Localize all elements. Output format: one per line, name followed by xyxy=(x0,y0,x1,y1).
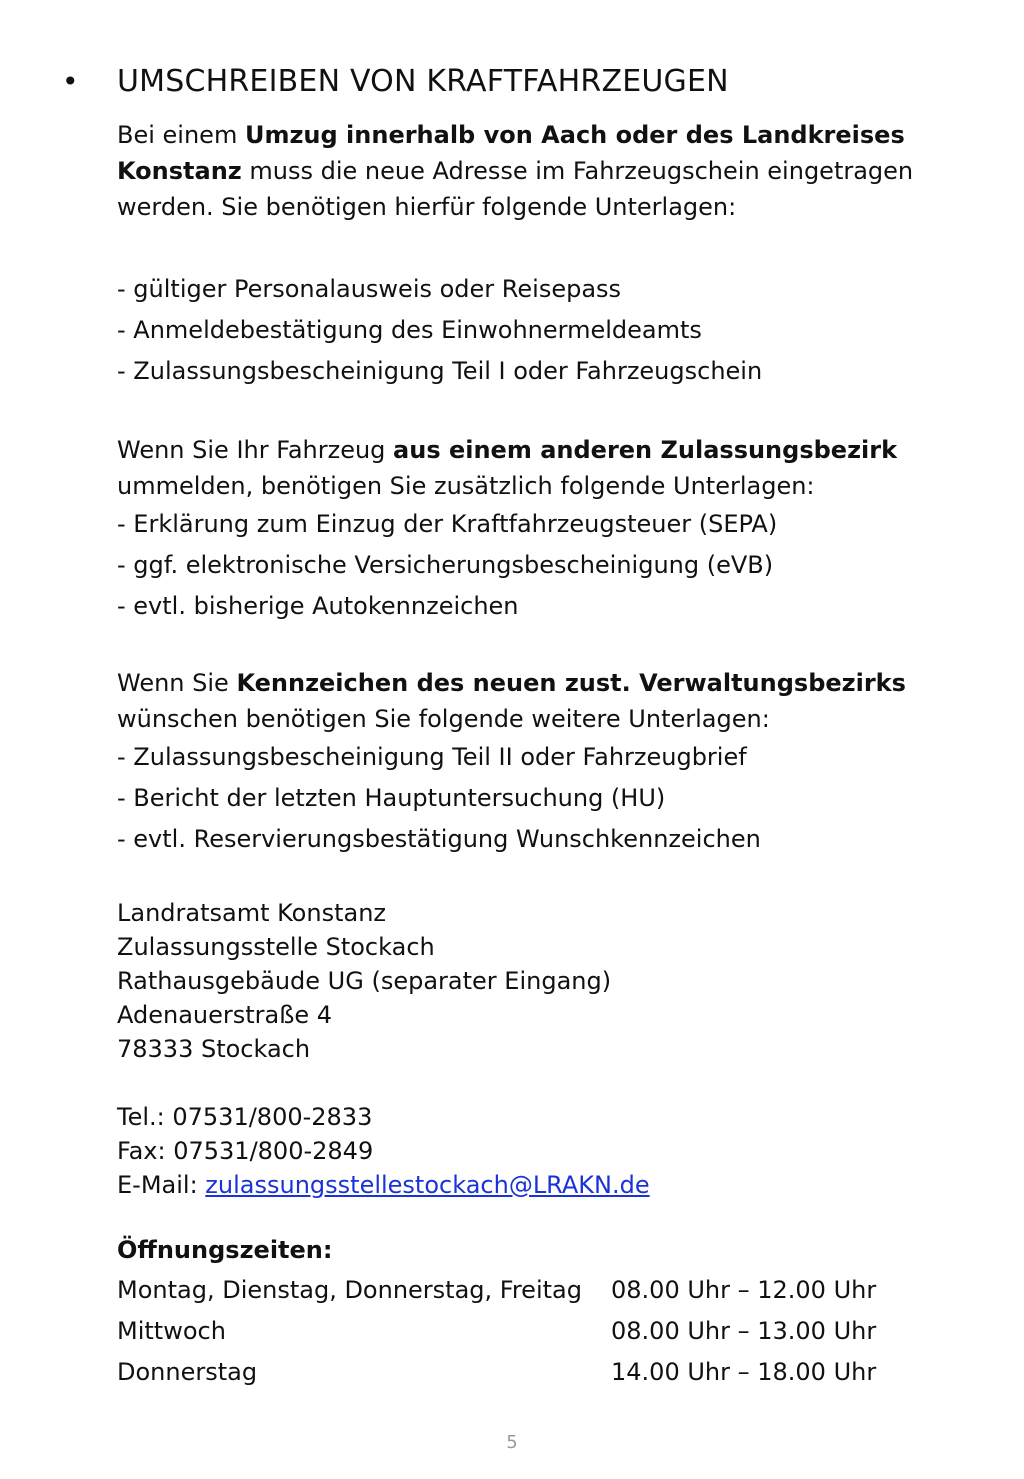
new-plates-bold: Kennzeichen des neuen zust. Verwaltungsbezirks xyxy=(236,669,906,697)
opening-hours-title: Öffnungszeiten: xyxy=(117,1236,333,1264)
other-district-document-list xyxy=(117,504,997,627)
section-bullet: • xyxy=(62,65,79,98)
list-item: - Bericht der letzten Hauptuntersuchung (HU) xyxy=(117,784,666,812)
new-plates-text-1: Wenn Sie xyxy=(117,669,237,697)
intro-text-1: Bei einem xyxy=(117,121,245,149)
table-row xyxy=(117,1352,876,1393)
intro-bold: Umzug innerhalb von Aach oder des Landkreises Konstanz xyxy=(117,121,905,185)
page-number: 5 xyxy=(506,1432,518,1453)
contact-email-row xyxy=(117,1168,997,1202)
list-item: - Zulassungsbescheinigung Teil II oder Fahrzeugbrief xyxy=(117,743,747,771)
new-plates-paragraph xyxy=(117,665,997,737)
table-row xyxy=(117,1270,876,1311)
intro-text-2: muss die neue Adresse im Fahrzeugschein eingetragen werden. Sie benötigen hierfür folgende Unterlagen: xyxy=(117,157,914,221)
address-dept: Zulassungsstelle Stockach xyxy=(117,933,435,961)
table-row xyxy=(117,1311,876,1352)
other-district-text-2: ummelden, benötigen Sie zusätzlich folgende Unterlagen: xyxy=(117,472,815,500)
opening-hours-table xyxy=(117,1270,876,1393)
hours-day: Mittwoch xyxy=(117,1317,226,1345)
office-address xyxy=(117,896,997,1066)
other-district-bold: aus einem anderen Zulassungsbezirk xyxy=(393,436,898,464)
contact-email-label: E-Mail: xyxy=(117,1171,206,1199)
contact-details xyxy=(117,1100,997,1202)
list-item: - Erklärung zum Einzug der Kraftfahrzeugsteuer (SEPA) xyxy=(117,510,778,538)
hours-time: 08.00 Uhr – 12.00 Uhr xyxy=(611,1276,877,1304)
email-link[interactable]: zulassungsstellestockach@LRAKN.de xyxy=(205,1171,650,1199)
other-district-text-1: Wenn Sie Ihr Fahrzeug xyxy=(117,436,394,464)
hours-time: 14.00 Uhr – 18.00 Uhr xyxy=(611,1358,877,1386)
address-org: Landratsamt Konstanz xyxy=(117,899,387,927)
hours-time: 08.00 Uhr – 13.00 Uhr xyxy=(611,1317,877,1345)
list-item: - evtl. Reservierungsbestätigung Wunschkennzeichen xyxy=(117,825,761,853)
intro-document-list xyxy=(117,269,997,392)
address-street: Adenauerstraße 4 xyxy=(117,1001,333,1029)
new-plates-document-list xyxy=(117,737,997,860)
section-heading: UMSCHREIBEN VON KRAFTFAHRZEUGEN xyxy=(117,64,729,99)
intro-paragraph xyxy=(117,117,997,225)
list-item: - Anmeldebestätigung des Einwohnermeldeamts xyxy=(117,316,702,344)
list-item: - ggf. elektronische Versicherungsbescheinigung (eVB) xyxy=(117,551,774,579)
contact-tel: Tel.: 07531/800-2833 xyxy=(117,1103,373,1131)
contact-fax: Fax: 07531/800-2849 xyxy=(117,1137,374,1165)
address-building: Rathausgebäude UG (separater Eingang) xyxy=(117,967,612,995)
list-item: - evtl. bisherige Autokennzeichen xyxy=(117,592,519,620)
list-item: - gültiger Personalausweis oder Reisepass xyxy=(117,275,622,303)
list-item: - Zulassungsbescheinigung Teil I oder Fahrzeugschein xyxy=(117,357,763,385)
hours-day: Donnerstag xyxy=(117,1358,258,1386)
hours-day: Montag, Dienstag, Donnerstag, Freitag xyxy=(117,1276,582,1304)
section-content xyxy=(117,117,997,1393)
other-district-paragraph xyxy=(117,432,997,504)
new-plates-text-2: wünschen benötigen Sie folgende weitere Unterlagen: xyxy=(117,705,770,733)
address-city: 78333 Stockach xyxy=(117,1035,311,1063)
